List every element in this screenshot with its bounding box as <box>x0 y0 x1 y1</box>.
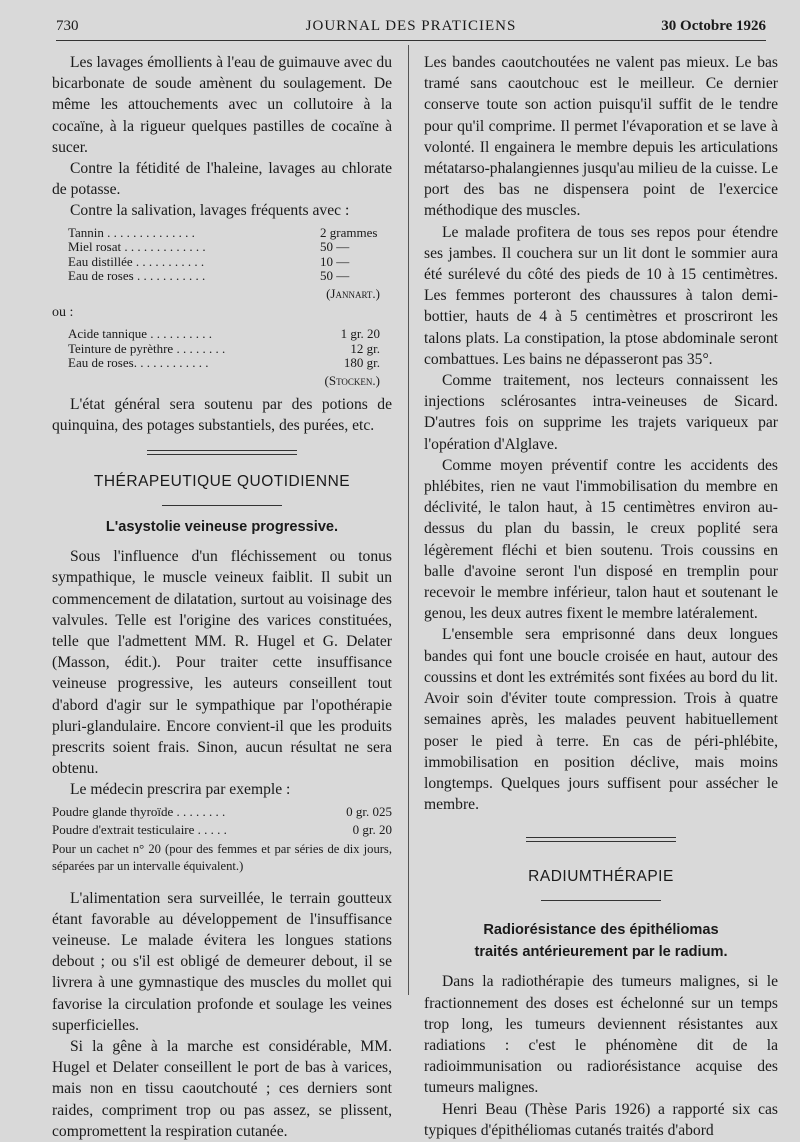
prescription-2 <box>52 327 392 371</box>
prescription-1 <box>52 226 392 284</box>
alternative-label: ou : <box>52 305 74 320</box>
prescription-row: Poudre glande thyroïde . . . . . . . . 0 gr. 025 <box>52 803 392 819</box>
header-rule <box>56 40 766 41</box>
prescription-row: Eau de roses. . . . . . . . . . . . 180 gr. <box>68 355 380 371</box>
paragraph: Le malade profitera de tous ses repos pour étendre ses jambes. Il couchera sur un lit dont le sommier aura été surélevé du côté des pieds de 10 à 15 centimètres. Les femmes porteront des chaussures à talon demi-bottier, hauts de 4 à 5 centimètres et proscriront les talons plats. La constipation, la ptose abdominale seront combattues. Les bains ne dépasseront pas 35°. <box>424 223 778 368</box>
journal-title: JOURNAL DES PRATICIENS <box>305 18 517 34</box>
paragraph: Si la gêne à la marche est considérable, MM. Hugel et Delater conseillent le port de bas à varices, mais non en tissu caoutchouté ; ces derniers sont raides, compriment trop ou pas assez, se plissent, compromettent la respiration cutanée. <box>52 1038 392 1140</box>
title-rule <box>541 900 661 901</box>
prescription-row: Eau distillée . . . . . . . . . . . 10 — <box>68 253 350 269</box>
section-rule <box>526 837 676 842</box>
paragraph: Les bandes caoutchoutées ne valent pas mieux. Le bas tramé sans caoutchouc est le meilleur. Ce dernier conserve toute son action puisqu'il suffit de le tendre pour qu'il comprime. Il permet l'évaporation et se lave à volonté. Il engainera le membre depuis les articulations métatarso-phalangiennes jusqu'au milieu de la cuisse. Le port des bas ne dispensera point de l'exercice méthodique des muscles. <box>424 54 778 220</box>
section-title: RADIUMTHÉRAPIE <box>528 868 674 886</box>
page-header <box>56 14 766 36</box>
paragraph: L'état général sera soutenu par des potions de quinquina, des potages substantiels, des purées, etc. <box>52 395 392 434</box>
prescription-author: (Stocken.) <box>324 372 380 388</box>
right-column <box>424 52 778 1141</box>
article-title-line: Radiorésistance des épithéliomas <box>483 922 719 939</box>
paragraph: Comme traitement, nos lecteurs connaissent les injections sclérosantes intra-veineuses de Sicard. D'autres fois on supprime les trajets variqueux par l'opération d'Alglave. <box>424 372 778 453</box>
paragraph: L'alimentation sera surveillée, le terrain goutteux étant favorable au développement de l'insuffisance veineuse. Le malade évitera les longues stations debout ; ou s'il est obligé de demeurer debout, il se livrera à une gymnastique des muscles du mollet qui favorise la circulation profonde et soulage les veines superficielles. <box>52 889 392 1034</box>
paragraph: Le médecin prescrira par exemple : <box>70 781 291 799</box>
article-title <box>424 919 778 963</box>
paragraph: Contre la fétidité de l'haleine, lavages au chlorate de potasse. <box>52 160 392 199</box>
prescription-row: Acide tannique . . . . . . . . . . 1 gr. 20 <box>68 326 380 341</box>
prescription-row: Miel rosat . . . . . . . . . . . . . 50 — <box>68 239 350 255</box>
paragraph: Les lavages émollients à l'eau de guimauve avec du bicarbonate de soude amènent du soulagement. De même les attouchements avec un collutoire à la cocaïne, à la rigueur quelques pastilles de cocaïne à sucer. <box>52 54 392 156</box>
prescription-row: Poudre d'extrait testiculaire . . . . . 0 gr. 20 <box>52 821 392 837</box>
prescription-row: Eau de roses . . . . . . . . . . . 50 — <box>68 268 350 284</box>
section-title: THÉRAPEUTIQUE QUOTIDIENNE <box>93 473 351 491</box>
prescription-note: Pour un cachet n° 20 (pour des femmes et par séries de dix jours, séparées par un intervalle équivalent.) <box>52 841 392 874</box>
paragraph: Dans la radiothérapie des tumeurs malignes, si le fractionnement des doses est échelonné sur un temps trop long, les tumeurs deviennent résistantes aux radiations : c'est le phénomène dit de la radioimmunisation ou radiorésistance acquise des tumeurs malignes. <box>424 973 778 1097</box>
article-title: L'asystolie veineuse progressive. <box>105 519 339 536</box>
prescription-row: Tannin . . . . . . . . . . . . . . 2 grammes <box>68 224 378 240</box>
left-column <box>52 52 392 1142</box>
paragraph: Sous l'influence d'un fléchissement ou tonus sympathique, le muscle veineux faiblit. Il subit un commencement de dilatation, surtout au voisinage des valvules. Telle est l'origine des varices constituées, telle que l'admettent MM. R. Hugel et G. Delater (Masson, édit.). Pour traiter cette insuffisance veineuse progressive, les auteurs conseillent tout d'abord d'agir sur le sympathique par l'opothérapie pluri-glandulaire. Encore convient-il que les produits prescrits soient frais. Sinon, aucun résultat ne sera obtenu. <box>52 548 392 778</box>
page-number: 730 <box>56 18 79 34</box>
prescription-row: Teinture de pyrèthre . . . . . . . . 12 gr. <box>68 340 380 356</box>
issue-date: 30 Octobre 1926 <box>661 18 766 34</box>
title-rule <box>162 505 282 506</box>
prescription-3 <box>52 803 392 839</box>
paragraph: L'ensemble sera emprisonné dans deux longues bandes qui font une boucle croisée en haut, autour des coussins et dont les extrémités sont fixées au bord du lit. Avoir soin d'éviter toute compression. Trois à quatre semaines après, les malades peuvent habituellement poser le pied à terre. En cas de péri-phlébite, immobilisation en position déclive, mais moins longtemps. Quelques jours suffisent pour assécher le membre. <box>424 626 778 814</box>
paragraph: Henri Beau (Thèse Paris 1926) a rapporté six cas typiques d'épithéliomas cutanés traités d'abord <box>424 1100 778 1139</box>
section-rule <box>147 450 297 455</box>
prescription-author: (Jannart.) <box>326 286 380 301</box>
article-title-line: traités antérieurement par le radium. <box>474 944 728 961</box>
paragraph: Contre la salivation, lavages fréquents avec : <box>70 202 350 220</box>
paragraph: Comme moyen préventif contre les accidents des phlébites, rien ne vaut l'immobilisation du membre en déclivité, le talon haut, à 15 centimètres environ au-dessus du plan du bassin, le creux poplité sera légèrement fléchi et bien soutenu. Trois coussins en balle d'avoine seront l'un disposé en tremplin pour recevoir le membre inférieur, talon haut et soutenant le genou, les deux autres fixent le membre latéralement. <box>424 456 778 623</box>
column-divider <box>408 45 409 995</box>
